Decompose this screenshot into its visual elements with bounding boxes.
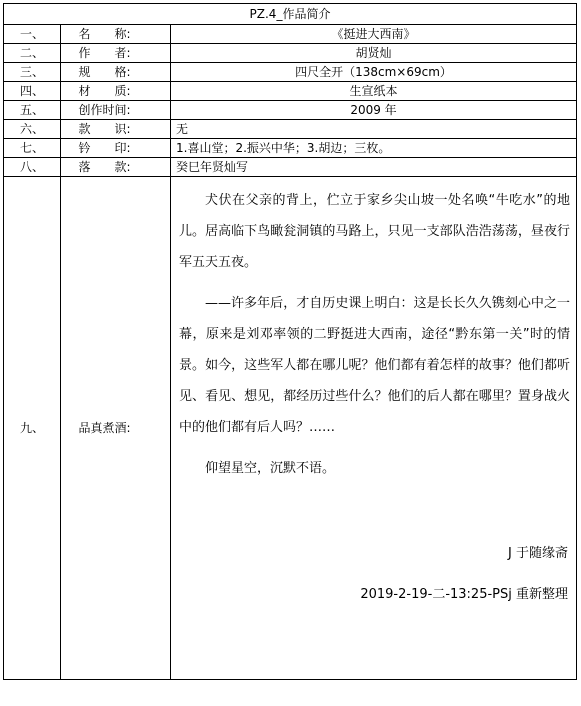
row-value: 癸巳年贤灿写 bbox=[171, 158, 577, 177]
body-text-cell bbox=[171, 177, 577, 680]
table-title: PZ.4_作品简介 bbox=[4, 4, 577, 25]
table-row bbox=[4, 82, 577, 101]
row-label bbox=[61, 158, 171, 177]
row-label bbox=[61, 82, 171, 101]
body-paragraph: 仰望星空，沉默不语。 bbox=[205, 461, 336, 476]
row-label-text: 规 格: bbox=[78, 64, 131, 79]
row-number: 二、 bbox=[4, 44, 61, 63]
row-label-text: 钤 印: bbox=[78, 140, 131, 155]
row-value: 无 bbox=[171, 120, 577, 139]
row-value: 胡贤灿 bbox=[171, 44, 577, 63]
row-label bbox=[61, 63, 171, 82]
intro-sheet bbox=[3, 3, 577, 701]
row-value: 生宣纸本 bbox=[171, 82, 577, 101]
row-label-text: 款 识: bbox=[78, 121, 131, 136]
row-value: 《挺进大西南》 bbox=[171, 25, 577, 44]
table-row bbox=[4, 158, 577, 177]
row-value: 1.喜山堂；2.振兴中华；3.胡边；三枚。 bbox=[171, 139, 577, 158]
row-label bbox=[61, 120, 171, 139]
signature: J 于随缘斋 bbox=[508, 546, 568, 561]
table-row bbox=[4, 63, 577, 82]
body-paragraph: ——许多年后，才自历史课上明白：这是长长久久镌刻心中之一幕，原来是刘邓率领的二野挺进大西南，途径“黔东第一关”时的情景。如今，这些军人都在哪儿呢？他们都有着怎样的故事？他们都听见、看见、想见，都经历过些什么？他们的后人都在哪里？置身战火中的他们都有后人吗？…… bbox=[179, 296, 570, 435]
row-number: 三、 bbox=[4, 63, 61, 82]
row-label-text: 品真煮酒: bbox=[78, 420, 131, 435]
row-label bbox=[61, 44, 171, 63]
row-label bbox=[61, 177, 171, 680]
row-number: 五、 bbox=[4, 101, 61, 120]
row-number: 六、 bbox=[4, 120, 61, 139]
row-label-text: 创作时间: bbox=[78, 102, 131, 117]
body-paragraph: 犬伏在父亲的背上，伫立于家乡尖山坡一处名唤“牛吃水”的地儿。居高临下鸟瞰瓮洞镇的马路上，只见一支部队浩浩荡荡，昼夜行军五天五夜。 bbox=[179, 193, 570, 270]
row-value: 四尺全开（138cm×69cm） bbox=[171, 63, 577, 82]
body-text bbox=[171, 177, 576, 610]
table-row bbox=[4, 139, 577, 158]
intro-table bbox=[3, 3, 577, 680]
table-row bbox=[4, 25, 577, 44]
row-number: 七、 bbox=[4, 139, 61, 158]
row-label-text: 落 款: bbox=[78, 159, 131, 174]
row-label-text: 作 者: bbox=[78, 45, 131, 60]
title-row bbox=[4, 4, 577, 25]
row-number: 一、 bbox=[4, 25, 61, 44]
row-label-text: 材 质: bbox=[78, 83, 131, 98]
row-number: 九、 bbox=[4, 177, 61, 680]
row-number: 八、 bbox=[4, 158, 61, 177]
timestamp: 2019-2-19-二-13:25-PSj 重新整理 bbox=[360, 587, 568, 602]
row-value: 2009 年 bbox=[171, 101, 577, 120]
table-row-body bbox=[4, 177, 577, 680]
row-label bbox=[61, 25, 171, 44]
table-row bbox=[4, 44, 577, 63]
table-row bbox=[4, 101, 577, 120]
row-label-text: 名 称: bbox=[78, 26, 131, 41]
row-label bbox=[61, 101, 171, 120]
row-label bbox=[61, 139, 171, 158]
row-number: 四、 bbox=[4, 82, 61, 101]
table-row bbox=[4, 120, 577, 139]
